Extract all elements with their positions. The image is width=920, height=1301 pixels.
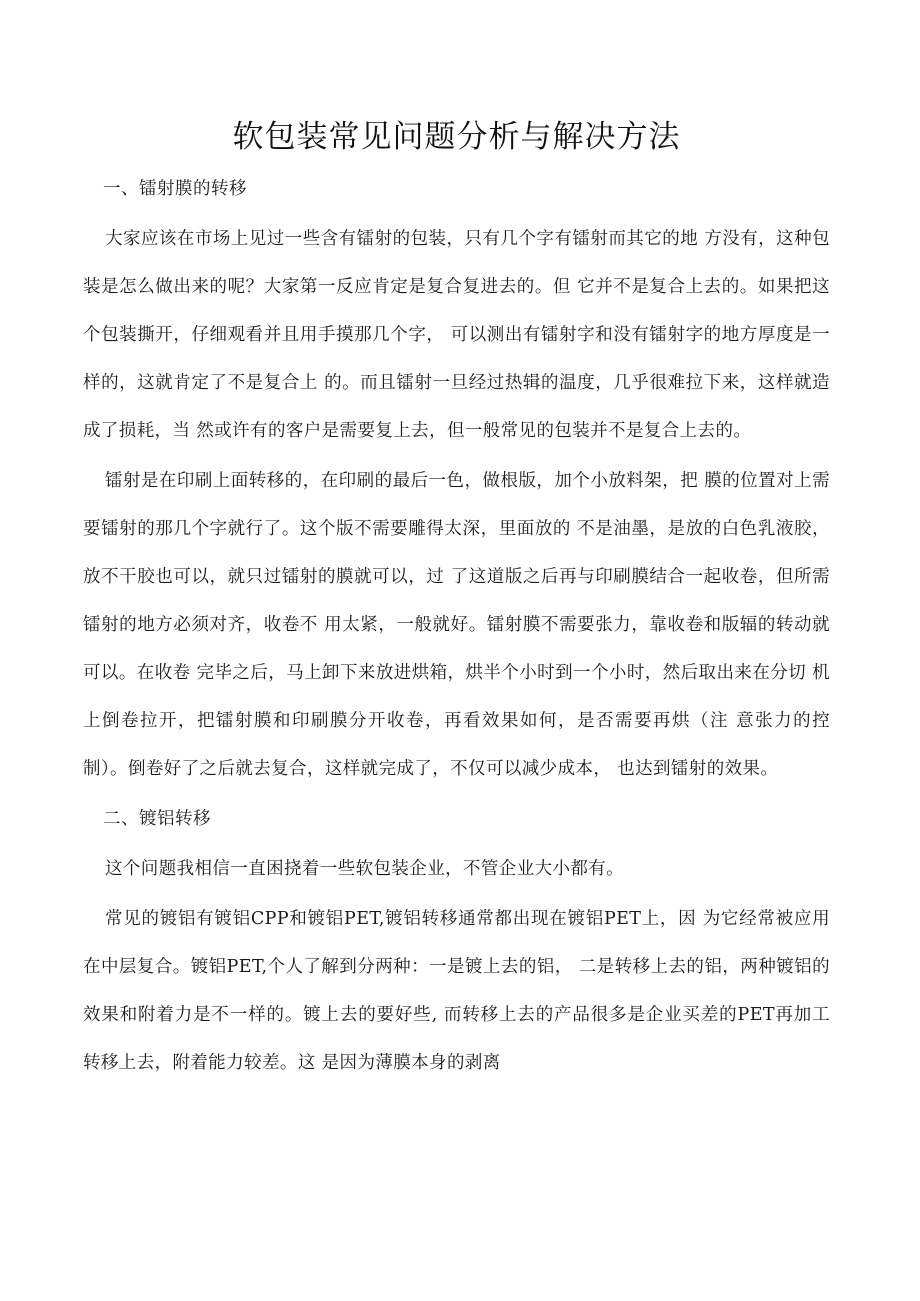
paragraph: 常见的镀铝有镀铝CPP和镀铝PET,镀铝转移通常都出现在镀铝PET上，因 为它经常被应用在中层复合。镀铝PET,个人了解到分两种：一是镀上去的铝， 二是转移上去的铝，两种镀铝的效果和附着力是不一样的。镀上去的要好些, 而转移上去的产品很多是企业买差的PET再加工转移上去，附着能力较差。这 是因为薄膜本身的剥离 <box>83 909 830 1073</box>
paragraph: 大家应该在市场上见过一些含有镭射的包装，只有几个字有镭射而其它的地 方没有，这种包装是怎么做出来的呢？大家第一反应肯定是复合复进去的。但 它并不是复合上去的。如果把这个包装撕开，仔细观看并且用手摸那几个字， 可以测出有镭射字和没有镭射字的地方厚度是一样的，这就肯定了不是复合上 的。而且镭射一旦经过热辑的温度，几乎很难拉下来，这样就造成了损耗，当 然或许有的客户是需要复上去，但一般常见的包装并不是复合上去的。 <box>83 229 830 441</box>
section-heading-aluminum-transfer: 二、镀铝转移 <box>103 809 211 829</box>
section-heading-laser-film: 一、镭射膜的转移 <box>103 179 247 199</box>
paragraph: 镭射是在印刷上面转移的，在印刷的最后一色，做根版，加个小放料架，把 膜的位置对上需要镭射的那几个字就行了。这个版不需要雕得太深，里面放的 不是油墨，是放的白色乳液胶，放不干胶也可以，就只过镭射的膜就可以，过 了这道版之后再与印刷膜结合一起收卷，但所需镭射的地方必须对齐，收卷不 用太紧，一般就好。镭射膜不需要张力，靠收卷和版辐的转动就可以。在收卷 完毕之后，马上卸下来放进烘箱，烘半个小时到一个小时，然后取出来在分切 机上倒卷拉开，把镭射膜和印刷膜分开收卷，再看效果如何，是否需要再烘（注 意张力的控制）。倒卷好了之后就去复合，这样就完成了，不仅可以减少成本， 也达到镭射的效果。 <box>83 471 830 779</box>
paragraph: 这个问题我相信一直困挠着一些软包装企业，不管企业大小都有。 <box>105 859 625 879</box>
document-title: 软包装常见问题分析与解决方法 <box>232 119 681 155</box>
